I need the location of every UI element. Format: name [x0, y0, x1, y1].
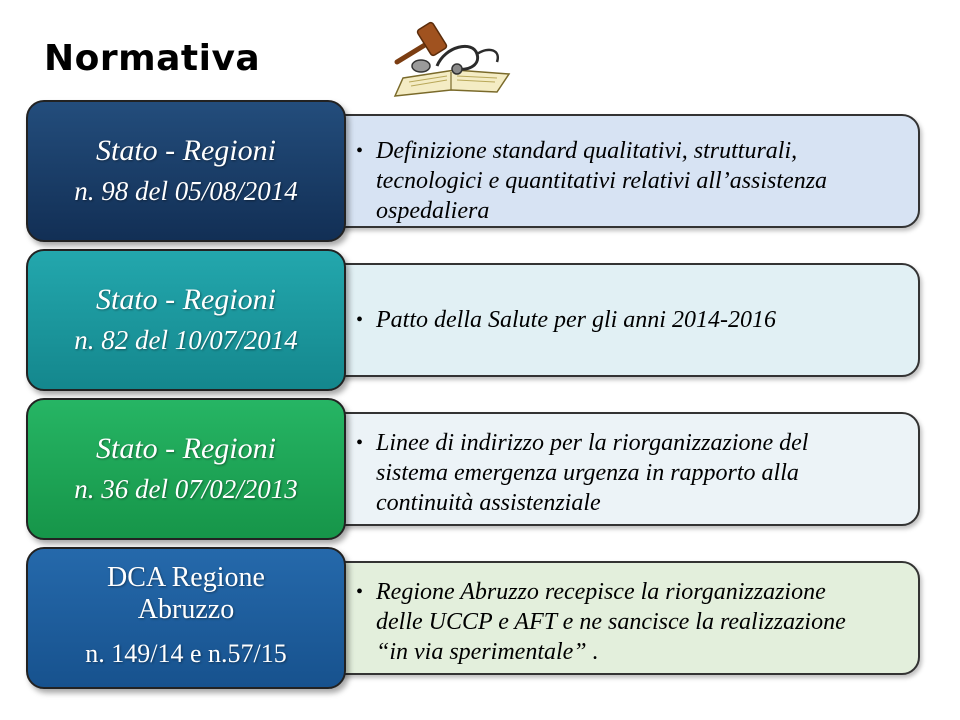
description-bullet: • Linee di indirizzo per la riorganizzazione del sistema emergenza urgenza in rapporto alla continuità assistenziale	[376, 428, 918, 518]
description-bullet: • Definizione standard qualitativi, strutturali, tecnologici e quantitativi relativi all’assistenza ospedaliera	[376, 136, 918, 226]
norm-description-3	[318, 412, 920, 526]
label-title: DCA Regione	[107, 562, 265, 593]
norm-label-1	[26, 100, 346, 242]
label-reference: n. 149/14 e n.57/15	[85, 639, 287, 668]
norm-label-3	[26, 398, 346, 540]
norm-description-4	[318, 561, 920, 675]
label-title-line2: Abruzzo	[137, 594, 235, 625]
description-bullet: • Patto della Salute per gli anni 2014-2016	[376, 305, 776, 335]
label-title: Stato - Regioni	[96, 283, 276, 316]
label-reference: n. 36 del 07/02/2013	[74, 474, 298, 504]
gavel-stethoscope-book-icon	[385, 20, 520, 98]
norm-row-4	[0, 547, 960, 691]
label-title: Stato - Regioni	[96, 432, 276, 465]
label-title: Stato - Regioni	[96, 134, 276, 167]
norm-label-2	[26, 249, 346, 391]
norm-row-3	[0, 398, 960, 542]
description-bullet: • Regione Abruzzo recepisce la riorganizzazione delle UCCP e AFT e ne sancisce la realizzazione “in via sperimentale” .	[376, 577, 918, 667]
label-reference: n. 98 del 05/08/2014	[74, 176, 298, 206]
norm-label-4	[26, 547, 346, 689]
norm-description-2	[318, 263, 920, 377]
norm-description-1	[318, 114, 920, 228]
slide-title: Normativa	[44, 38, 261, 79]
norm-row-1	[0, 100, 960, 244]
label-reference: n. 82 del 10/07/2014	[74, 325, 298, 355]
norm-row-2	[0, 249, 960, 393]
